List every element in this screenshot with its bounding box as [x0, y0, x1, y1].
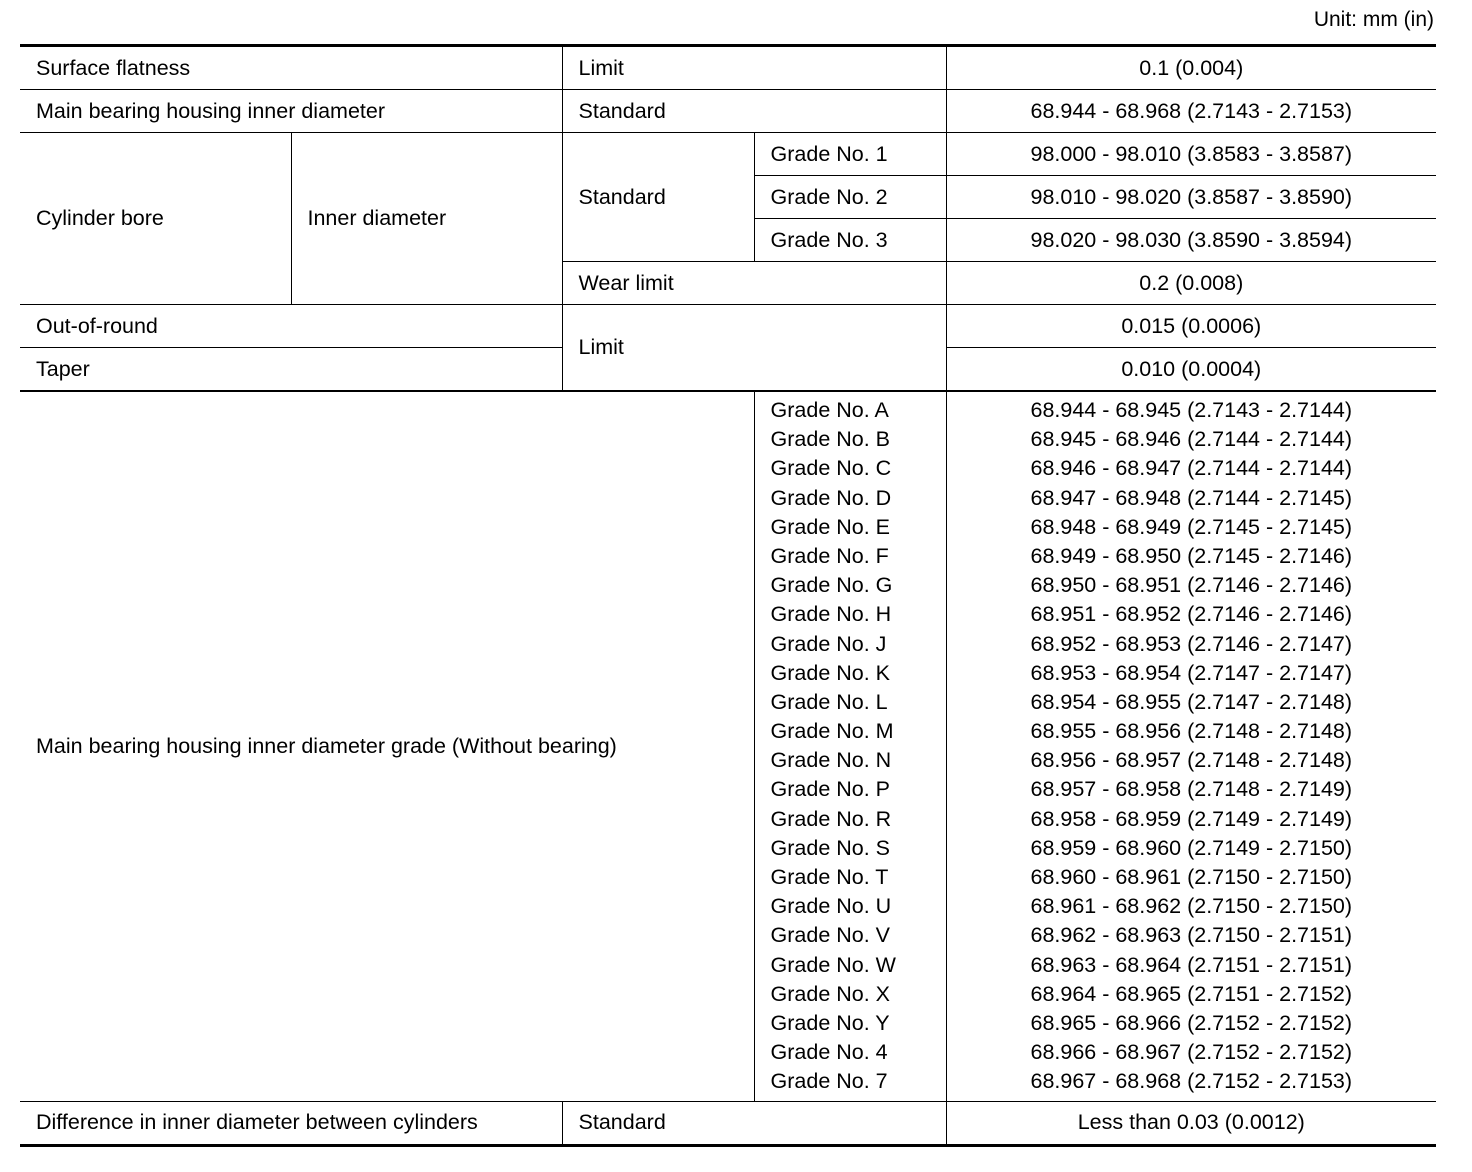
value-cell: 98.010 - 98.020 (3.8587 - 3.8590) [946, 176, 1436, 219]
grade-cell: Grade No. 2 [754, 176, 946, 219]
row-main-bearing-housing [20, 90, 1436, 133]
grade-label: Grade No. G [770, 573, 893, 598]
value-cell: 0.010 (0.0004) [946, 348, 1436, 392]
grade-cell: Grade No. 3 [754, 219, 946, 262]
row-surface-flatness [20, 46, 1436, 90]
unit-label: Unit: mm (in) [1313, 8, 1434, 31]
grade-value: 68.967 - 68.968 (2.7152 - 2.7153) [1030, 1069, 1353, 1094]
grade-label: Grade No. T [770, 865, 889, 889]
item-cell: Difference in inner diameter between cylinders [20, 1101, 562, 1145]
grade-list [754, 391, 946, 1101]
condition-cell: Limit [562, 46, 946, 90]
grade-label: Grade No. U [770, 894, 892, 919]
row-housing-grade [20, 391, 1436, 1101]
grade-label: Grade No. D [770, 485, 892, 510]
grade-label: Grade No. 7 [770, 1069, 888, 1094]
value-cell: 68.944 - 68.968 (2.7143 - 2.7153) [946, 90, 1436, 133]
grade-value: 68.956 - 68.957 (2.7148 - 2.7148) [1030, 748, 1353, 773]
grade-label: Grade No. K [770, 660, 891, 685]
grade-value: 68.966 - 68.967 (2.7152 - 2.7152) [1030, 1040, 1353, 1065]
condition-cell: Standard [562, 133, 754, 262]
condition-cell: Standard [562, 90, 946, 133]
item-cell: Main bearing housing inner diameter [20, 90, 562, 133]
grade-label: Grade No. R [770, 806, 892, 831]
grade-value: 68.948 - 68.949 (2.7145 - 2.7145) [1030, 514, 1353, 539]
grade-value: 68.947 - 68.948 (2.7144 - 2.7145) [1030, 485, 1353, 510]
grade-value: 68.945 - 68.946 (2.7144 - 2.7144) [1030, 427, 1353, 452]
grade-value: 68.963 - 68.964 (2.7151 - 2.7151) [1030, 952, 1353, 977]
grade-value: 68.954 - 68.955 (2.7147 - 2.7148) [1030, 689, 1353, 714]
grade-value: 68.961 - 68.962 (2.7150 - 2.7150) [1030, 894, 1353, 919]
row-out-of-round [20, 305, 1436, 348]
value-cell: 0.2 (0.008) [946, 262, 1436, 305]
item-cell: Main bearing housing inner diameter grade (Without bearing) [20, 391, 754, 1101]
grade-label: Grade No. A [770, 398, 889, 422]
grade-value: 68.957 - 68.958 (2.7148 - 2.7149) [1030, 777, 1353, 802]
grade-label: Grade No. L [770, 689, 888, 714]
grade-label: Grade No. 4 [770, 1040, 888, 1065]
grade-label: Grade No. C [770, 456, 892, 481]
grade-value: 68.959 - 68.960 (2.7149 - 2.7150) [1030, 835, 1353, 860]
value-cell: Less than 0.03 (0.0012) [946, 1101, 1436, 1145]
value-cell: 98.020 - 98.030 (3.8590 - 3.8594) [946, 219, 1436, 262]
grade-value: 68.951 - 68.952 (2.7146 - 2.7146) [1030, 602, 1353, 627]
item-cell: Out-of-round [20, 305, 562, 348]
row-difference [20, 1101, 1436, 1145]
grade-value: 68.962 - 68.963 (2.7150 - 2.7151) [1030, 923, 1353, 948]
grade-value: 68.958 - 68.959 (2.7149 - 2.7149) [1030, 806, 1353, 831]
sub-item-cell: Inner diameter [291, 133, 562, 305]
grade-label: Grade No. Y [770, 1010, 890, 1035]
grade-label: Grade No. S [770, 835, 891, 860]
value-cell: 0.015 (0.0006) [946, 305, 1436, 348]
grade-label: Grade No. X [770, 981, 891, 1006]
grade-label: Grade No. N [770, 748, 892, 773]
value-cell: 0.1 (0.004) [946, 46, 1436, 90]
grade-value: 68.953 - 68.954 (2.7147 - 2.7147) [1030, 660, 1353, 685]
grade-value: 68.964 - 68.965 (2.7151 - 2.7152) [1030, 981, 1353, 1006]
grade-value: 68.955 - 68.956 (2.7148 - 2.7148) [1030, 719, 1353, 744]
grade-label: Grade No. F [770, 543, 889, 568]
grade-label: Grade No. P [770, 777, 891, 802]
item-cell: Surface flatness [20, 46, 562, 90]
grade-value: 68.944 - 68.945 (2.7143 - 2.7144) [1030, 398, 1353, 422]
item-cell: Cylinder bore [20, 133, 291, 305]
spec-table [20, 44, 1436, 1147]
row-cylinder-bore-grade-1 [20, 133, 1436, 176]
grade-value: 68.946 - 68.947 (2.7144 - 2.7144) [1030, 456, 1353, 481]
grade-label: Grade No. V [770, 923, 891, 948]
grade-value-list [946, 391, 1436, 1101]
condition-cell: Wear limit [562, 262, 946, 305]
grade-label: Grade No. H [770, 602, 892, 627]
grade-value: 68.952 - 68.953 (2.7146 - 2.7147) [1030, 631, 1353, 656]
grade-label: Grade No. W [770, 952, 896, 977]
item-cell: Taper [20, 348, 562, 392]
grade-label: Grade No. J [770, 631, 887, 656]
grade-label: Grade No. M [770, 719, 894, 744]
grade-label: Grade No. B [770, 427, 891, 452]
grade-value: 68.960 - 68.961 (2.7150 - 2.7150) [1030, 865, 1353, 889]
condition-cell: Limit [562, 305, 946, 392]
grade-value: 68.950 - 68.951 (2.7146 - 2.7146) [1030, 573, 1353, 598]
grade-label: Grade No. E [770, 514, 891, 539]
condition-cell: Standard [562, 1101, 946, 1145]
grade-value: 68.965 - 68.966 (2.7152 - 2.7152) [1030, 1010, 1353, 1035]
value-cell: 98.000 - 98.010 (3.8583 - 3.8587) [946, 133, 1436, 176]
grade-value: 68.949 - 68.950 (2.7145 - 2.7146) [1030, 543, 1353, 568]
grade-cell: Grade No. 1 [754, 133, 946, 176]
